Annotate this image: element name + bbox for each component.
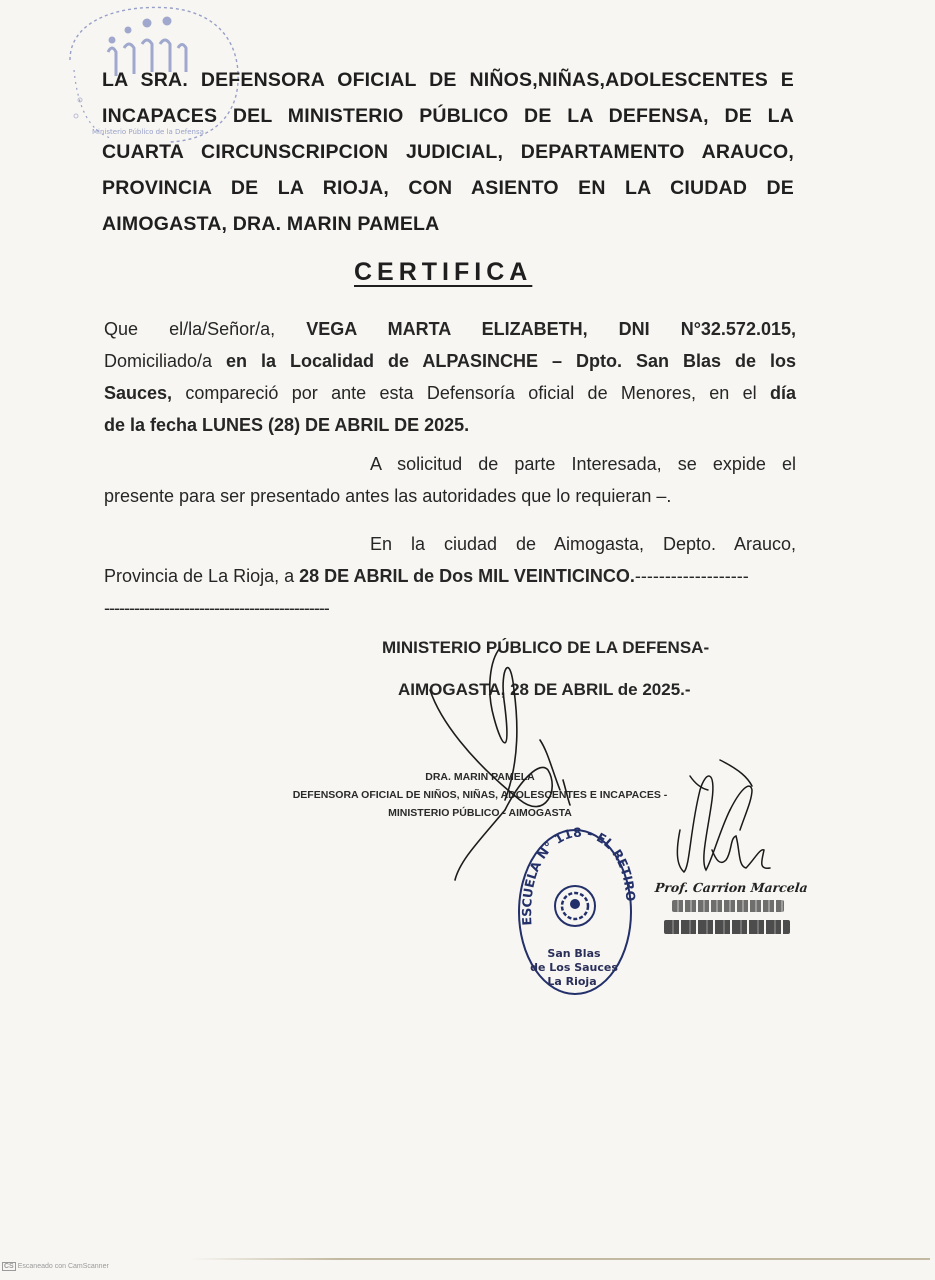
seal-watermark-text: Ministerio Público de la Defensa <box>92 128 204 136</box>
signatory-name: DRA. MARIN PAMELA <box>425 771 535 783</box>
signatory-role: DEFENSORA OFICIAL DE NIÑOS, NIÑAS, ADOLESCENTES E INCAPACES - <box>292 789 668 801</box>
handwritten-signature-right <box>677 760 770 872</box>
que-text: Que el/la/Señor/a, <box>104 319 276 339</box>
domicilio-label: Domiciliado/a <box>104 351 213 371</box>
person-dni: DNI N°32.572.015, <box>618 319 796 339</box>
camscanner-text: Escaneado con CamScanner <box>17 1263 109 1270</box>
stamp-ring-text: ESCUELA N° 118 - EL RETIRO <box>519 824 639 926</box>
stamp-center-line-2: de Los Sauces <box>530 961 618 974</box>
prof-stamp-line-2 <box>664 920 790 934</box>
place-line-1: En la ciudad de Aimogasta, Depto. Arauco, <box>370 534 796 554</box>
comparecio-text: compareció por ante esta Defensoría oficial de Menores, en el <box>185 383 757 403</box>
dia-text: día <box>769 383 796 403</box>
sauces-text: Sauces, <box>104 383 173 403</box>
ministry-line-2: AIMOGASTA, 28 DE ABRIL de 2025.- <box>398 680 691 699</box>
request-line-2: presente para ser presentado antes las autoridades que lo requieran –. <box>104 486 672 506</box>
place-dashes-line: --------------------------------------------- <box>104 598 329 618</box>
header-line-4: PROVINCIA DE LA RIOJA, CON ASIENTO EN LA CIUDAD DE <box>102 177 794 199</box>
camscanner-badge <box>2 1262 109 1271</box>
stamp-center-line-1: San Blas <box>547 947 601 960</box>
prof-stamp-name: Prof. Carrion Marcela <box>654 880 809 895</box>
header-line-3: CUARTA CIRCUNSCRIPCION JUDICIAL, DEPARTAMENTO ARAUCO, <box>102 141 794 163</box>
header-line-5: AIMOGASTA, DRA. MARIN PAMELA <box>102 213 440 235</box>
date-text: de la fecha LUNES (28) DE ABRIL DE 2025. <box>104 415 470 435</box>
place-dashes: ------------------- <box>634 566 749 586</box>
place-date-bold: 28 DE ABRIL de Dos MIL VEINTICINCO. <box>299 566 635 586</box>
person-name: VEGA MARTA ELIZABETH, <box>306 319 588 339</box>
signatory-office: MINISTERIO PÚBLICO - AIMOGASTA <box>388 807 572 819</box>
header-line-1: LA SRA. DEFENSORA OFICIAL DE NIÑOS,NIÑAS,ADOLESCENTES E <box>102 69 794 91</box>
certificate-title: CERTIFICA <box>354 258 533 286</box>
page-bottom-edge <box>190 1258 930 1260</box>
prof-stamp-line-1 <box>672 900 784 912</box>
camscanner-logo-icon: CS <box>4 1263 14 1270</box>
place-line-2a: Provincia de La Rioja, a <box>104 566 295 586</box>
request-line-1: A solicitud de parte Interesada, se expide el <box>370 454 796 474</box>
ministry-line-1: MINISTERIO PÚBLICO DE LA DEFENSA- <box>382 638 710 657</box>
locality-text: en la Localidad de ALPASINCHE – Dpto. San Blas de los <box>226 351 796 371</box>
header-line-2: INCAPACES DEL MINISTERIO PÚBLICO DE LA DEFENSA, DE LA <box>102 105 794 127</box>
school-stamp <box>519 825 639 994</box>
stamp-center-line-3: La Rioja <box>547 975 597 988</box>
